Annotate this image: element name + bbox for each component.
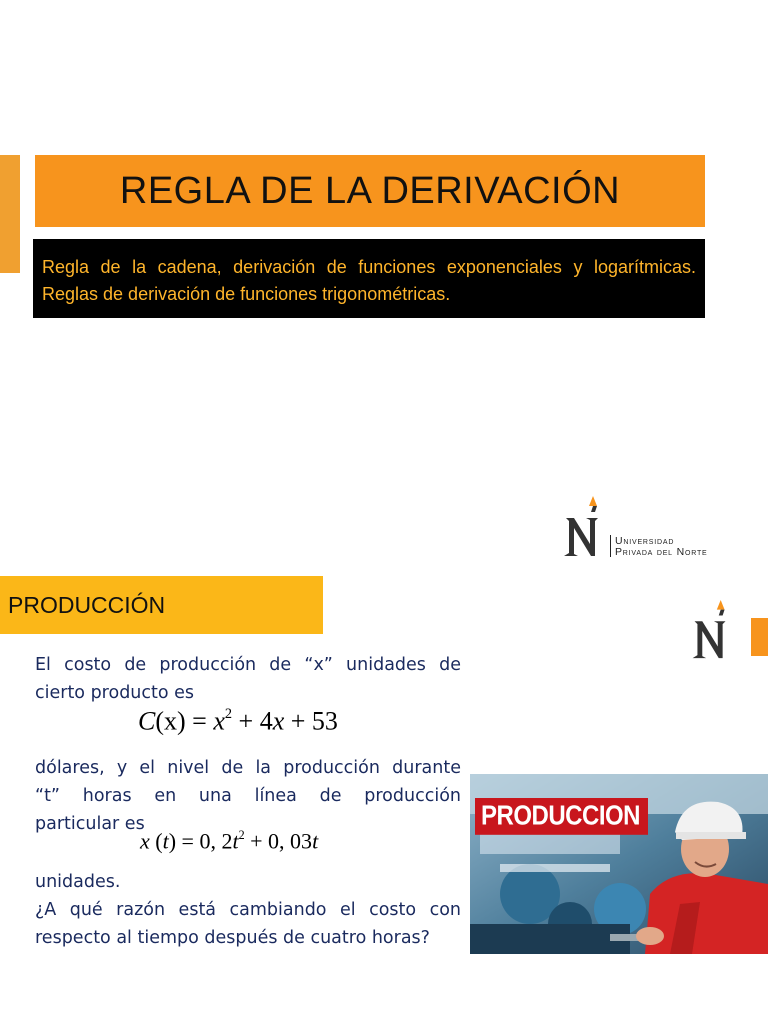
paragraph2-line3: particular es bbox=[35, 814, 145, 834]
paragraph2-line2: “t” horas en una línea de producción bbox=[35, 786, 461, 806]
university-name bbox=[615, 536, 765, 558]
section-banner bbox=[0, 576, 323, 634]
formula2-open: ( bbox=[149, 828, 163, 854]
formula1-term2-var: x bbox=[272, 706, 285, 736]
photo-label: PRODUCCION bbox=[475, 798, 648, 835]
university-name-line2: Privada del Norte bbox=[615, 546, 708, 558]
subtitle-text: Regla de la cadena, derivación de funciones exponenciales y logarítmicas. Reglas de derivación de funciones trigonométricas. bbox=[42, 257, 696, 304]
production-photo bbox=[470, 774, 768, 954]
formula2-arg: t bbox=[162, 828, 169, 854]
production-formula bbox=[140, 828, 318, 855]
slide-title-text: REGLA DE LA DERIVACIÓN bbox=[119, 169, 621, 212]
logo-divider bbox=[610, 535, 611, 557]
section-title: PRODUCCIÓN bbox=[8, 591, 166, 618]
formula1-arg: (x) bbox=[155, 706, 186, 736]
problem-paragraph-3 bbox=[35, 868, 461, 952]
formula2-eq: = 0, 2 bbox=[176, 828, 233, 854]
formula2-exp: 2 bbox=[238, 828, 245, 842]
formula2-close: ) bbox=[168, 828, 177, 854]
formula2-term2: + 0, 03 bbox=[244, 828, 313, 854]
problem-paragraph-1: El costo de producción de “x” unidades de cierto producto es bbox=[35, 655, 461, 703]
cost-formula bbox=[138, 706, 338, 736]
formula1-term2: + 4 bbox=[232, 706, 273, 736]
formula2-lhs: x bbox=[140, 828, 150, 854]
paragraph3-line1: unidades. bbox=[35, 872, 121, 892]
formula1-lhs: C bbox=[138, 706, 156, 736]
formula2-term2-var: t bbox=[312, 828, 319, 854]
formula2-term1-var: t bbox=[232, 828, 239, 854]
paragraph3-question: ¿A qué razón está cambiando el costo con respecto al tiempo después de cuatro horas? bbox=[35, 900, 461, 948]
formula1-exp: 2 bbox=[224, 706, 233, 722]
upn-logo-icon bbox=[562, 494, 604, 558]
paragraph2-line1: dólares, y el nivel de la producción durante bbox=[35, 758, 461, 778]
formula1-term1: x bbox=[213, 706, 225, 736]
university-name-line1: Universidad bbox=[615, 535, 675, 547]
right-accent-bar bbox=[751, 618, 768, 656]
formula1-eq: = bbox=[185, 706, 214, 736]
upn-logo-icon-small bbox=[690, 598, 732, 660]
formula1-term3: + 53 bbox=[284, 706, 338, 736]
problem-paragraph-2 bbox=[35, 754, 461, 838]
